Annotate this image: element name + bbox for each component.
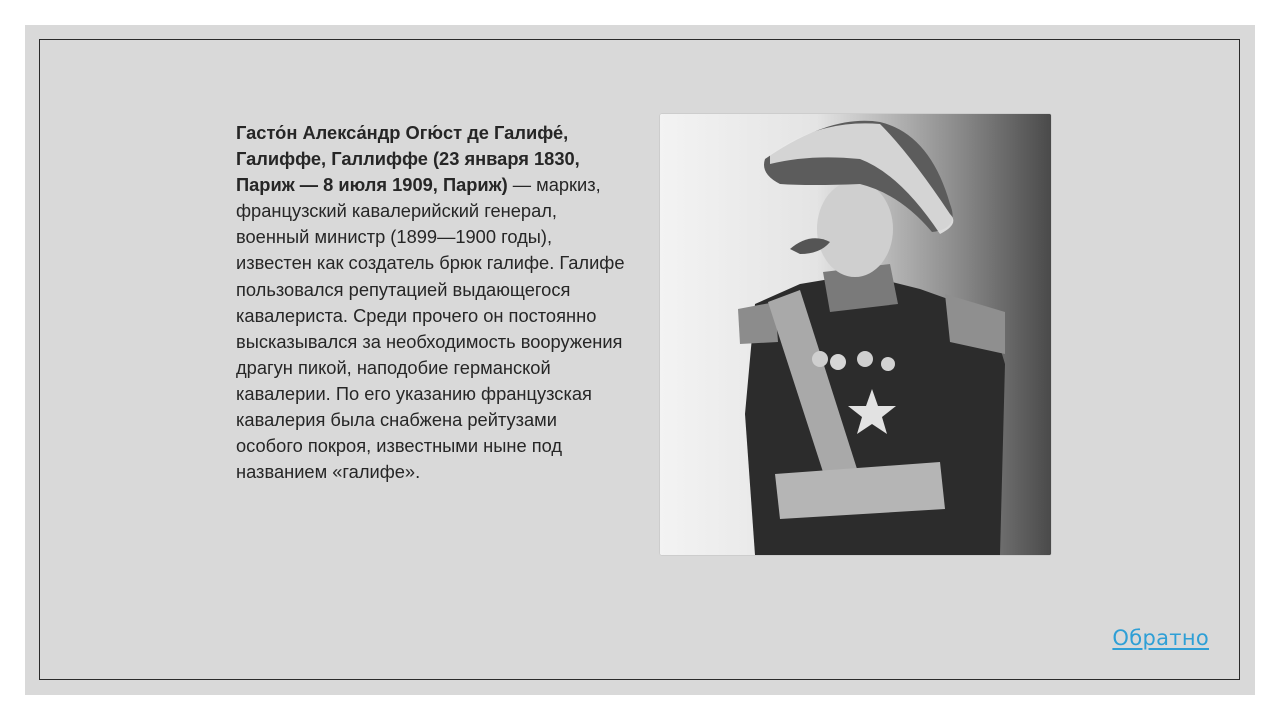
back-link[interactable]: Обратно [1112, 626, 1209, 650]
biography-title: Гасто́н Алекса́ндр Огю́ст де Галифе́, Галиффе, Галлиффе (23 января 1830, Париж — 8 июля 1909, Париж) [236, 122, 580, 196]
portrait-image [660, 114, 1051, 555]
slide-frame [39, 39, 1240, 680]
biography-body: — маркиз, французский кавалерийский генерал, военный министр (1899—1900 годы), известен как создатель брюк галифе. Галифе пользовался репутацией выдающегося кавалериста. Среди прочего он постоянно высказывался за необходимость вооружения драгун пикой, наподобие германской кавалерии. По его указанию французская кавалерия была снабжена рейтузами особого покроя, известными ныне под названием «галифе». [236, 174, 625, 483]
slide [25, 25, 1255, 695]
biography-text [236, 120, 626, 485]
